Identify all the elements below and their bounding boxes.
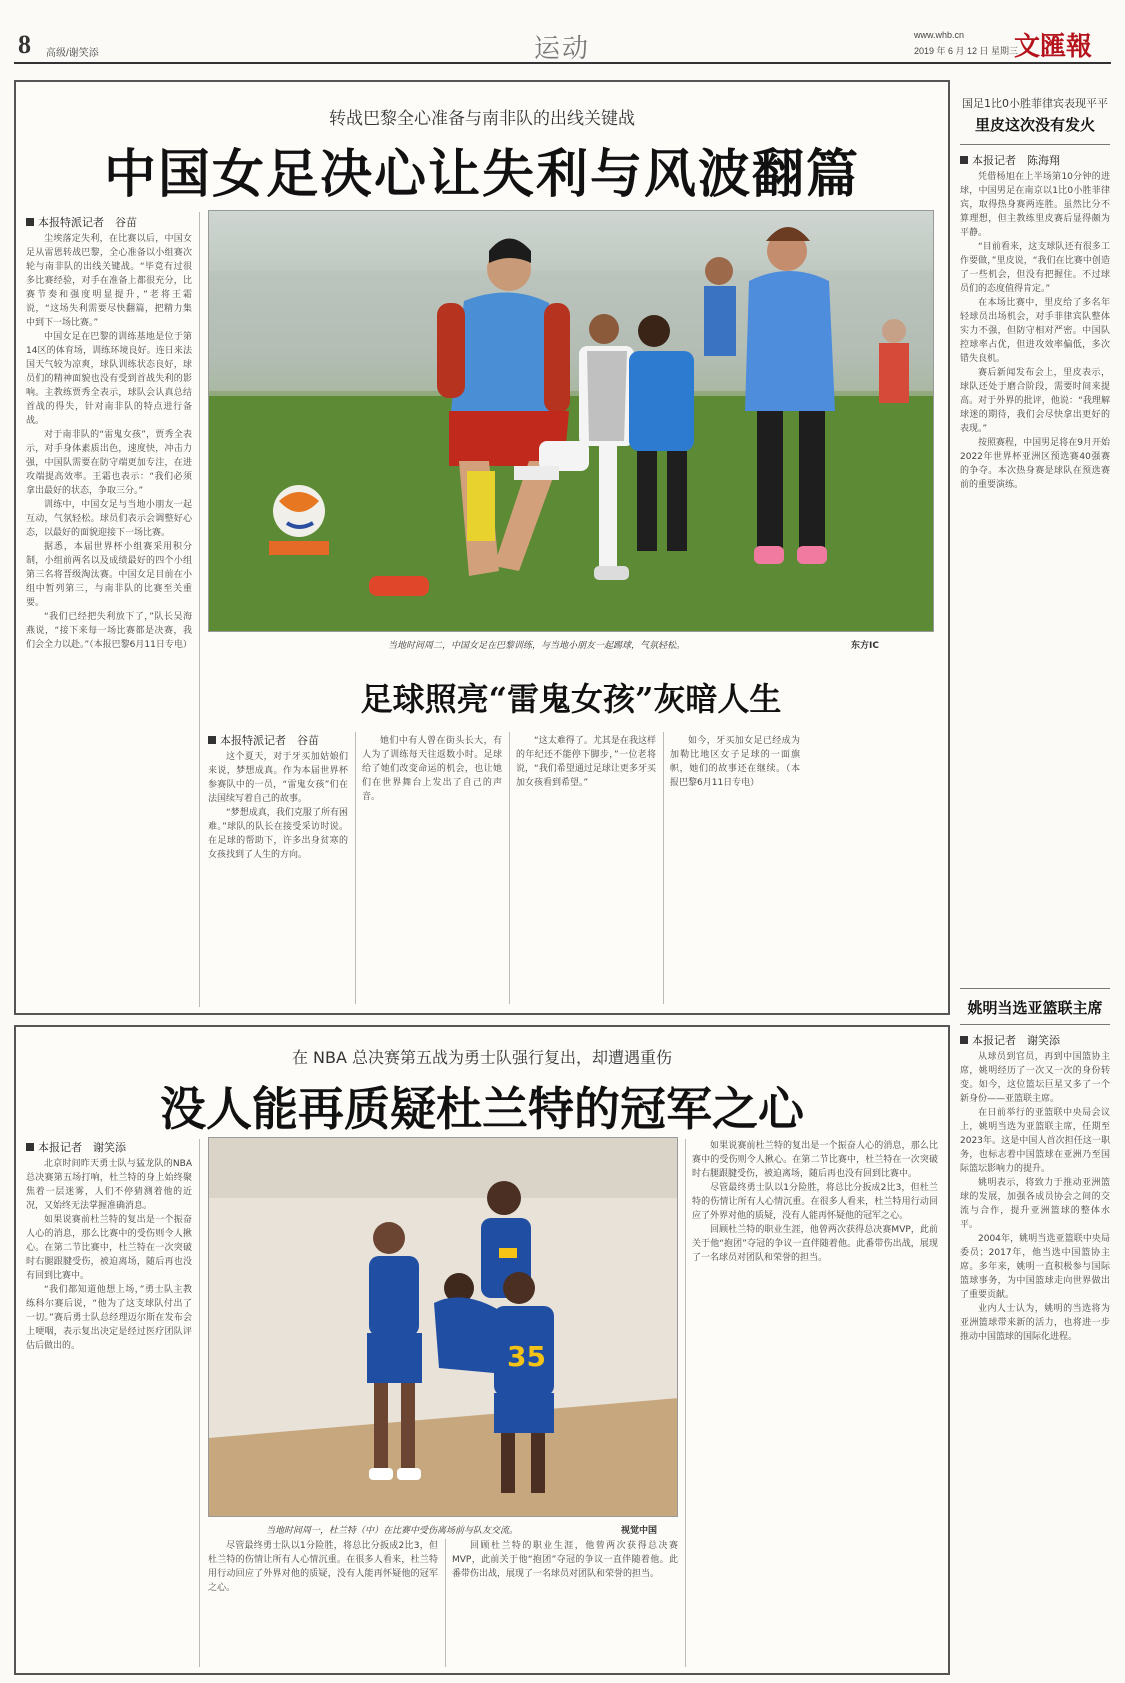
sidebar2-byline-text: 本报记者 谢笑添: [972, 1034, 1060, 1047]
column-divider: [445, 1539, 446, 1667]
sidebar1-para: 赛后新闻发布会上，里皮表示，球队还处于磨合阶段，需要时间来提高。对于外界的批评，他说：“我理解球迷的期待，我们会尽快拿出更好的表现。”: [960, 368, 1110, 434]
article2-col4: [670, 734, 800, 1004]
article2-para: 如今，牙买加女足已经成为加勒比地区女子足球的一面旗帜，她们的故事还在继续。（本报巴黎6月11日专电）: [670, 736, 800, 788]
article2-headline: 足球照亮“雷鬼女孩”灰暗人生: [360, 680, 782, 718]
article1-headline: 中国女足决心让失利与风波翻篇: [103, 144, 860, 205]
article3-para: 如果说赛前杜兰特的复出是一个振奋人心的消息，那么比赛中的受伤则令人揪心。在第二节比赛中，杜兰特在一次突破时右腿跟腱受伤，被迫离场，随后再也没有回到比赛中。: [26, 1215, 192, 1281]
sidebar1-kicker: 国足1比0小胜菲律宾表现平平: [962, 97, 1108, 110]
article1-para: 中国女足在巴黎的训练基地是位于第14区的体育场，训练环境良好。连日来法国天气较为凉爽，球队训练状态良好，球员们的精神面貌也没有受到首战失利的影响。主教练贾秀全表示，球队会认真总结首战的得失，针对南非队的特点进行备战。: [26, 332, 192, 426]
article-box-womens-football: [14, 80, 950, 1015]
page-number: 8: [18, 30, 31, 59]
article2-para: 她们中有人曾在街头长大，有人为了训练每天往返数小时。足球给了她们改变命运的机会，也让她们在世界舞台上发出了自己的声音。: [362, 736, 502, 802]
sidebar1-byline-text: 本报记者 陈海翔: [972, 154, 1060, 167]
training-photo-illustration: [209, 211, 934, 632]
article3-col2: [208, 1539, 438, 1667]
article1-kicker: 转战巴黎全心准备与南非队的出线关键战: [329, 109, 635, 129]
article1-photo-credit: 东方IC: [851, 641, 879, 651]
sidebar1-title: 里皮这次没有发火: [974, 116, 1095, 134]
article2-byline: [208, 732, 319, 748]
page-header: [14, 24, 1111, 64]
article2-col3: [516, 734, 656, 1004]
issue-date: 2019 年 6 月 12 日 星期三: [914, 46, 1019, 56]
column-divider: [663, 732, 664, 1004]
article3-para: 如果说赛前杜兰特的复出是一个振奋人心的消息，那么比赛中的受伤则令人揪心。在第二节比赛中，杜兰特在一次突破时右腿跟腱受伤，被迫离场，随后再也没有回到比赛中。: [692, 1141, 938, 1179]
article1-para: 据悉，本届世界杯小组赛采用积分制，小组前两名以及成绩最好的四个小组第三名将晋级淘汰赛。中国女足目前在小组中暂列第三，与南非队的比赛至关重要。: [26, 542, 192, 608]
column-divider: [199, 1139, 200, 1667]
article2-byline-text: 本报特派记者 谷苗: [220, 734, 319, 747]
newspaper-logo: 文匯報: [1014, 32, 1093, 62]
sidebar2-para: 2004年，姚明当选亚篮联中央局委员；2017年，他当选中国篮协主席。多年来，姚明一直积极参与国际篮球事务，为中国篮球走向世界做出了重要贡献。: [960, 1234, 1110, 1300]
article3-para: 尽管最终勇士队以1分险胜，将总比分扳成2比3，但杜兰特的伤情让所有人心情沉重。在很多人看来，杜兰特用行动回应了外界对他的质疑，没有人能再怀疑他的冠军之心。: [208, 1541, 438, 1593]
sidebar2-rule: [960, 1024, 1110, 1025]
article3-byline-text: 本报记者 谢笑添: [38, 1141, 126, 1154]
sidebar1-para: 在本场比赛中，里皮给了多名年轻球员出场机会，对手菲律宾队整体实力不强，但防守相对严密。中国队控球率占优，但进攻效率偏低，多次错失良机。: [960, 298, 1110, 364]
article3-kicker: 在 NBA 总决赛第五战为勇士队强行复出，却遭遇重伤: [291, 1048, 673, 1067]
sidebar1-byline: [960, 152, 1060, 168]
training-photo: [208, 210, 934, 632]
byline-marker: [960, 156, 968, 164]
article3-col4: [692, 1139, 938, 1667]
sidebar1-body: [960, 170, 1110, 980]
article3-col1: [26, 1157, 192, 1667]
sidebar2-body: [960, 1050, 1110, 1672]
byline-marker: [26, 1143, 34, 1151]
byline-marker: [960, 1036, 968, 1044]
durant-photo: [208, 1137, 678, 1517]
sidebar2-byline: [960, 1032, 1060, 1048]
article3-para: 回顾杜兰特的职业生涯，他曾两次获得总决赛MVP，此前关于他“抱团”夺冠的争议一直伴随着他。此番带伤出战，展现了一名球员对团队和荣誉的担当。: [692, 1225, 938, 1263]
sidebar2-para: 在日前举行的亚篮联中央局会议上，姚明当选为亚篮联主席，任期至2023年。这是中国人首次担任这一职务，也标志着中国篮球在亚洲乃至国际篮坛影响力的提升。: [960, 1108, 1110, 1174]
article3-col3: [452, 1539, 678, 1667]
website[interactable]: www.whb.cn: [914, 30, 965, 40]
sidebar2-rule-top: [960, 988, 1110, 989]
byline-marker: [208, 736, 216, 744]
column-divider: [355, 732, 356, 1004]
article1-para: “我们已经把失利放下了，”队长吴海燕说，“接下来每一场比赛都是决赛，我们会全力以赴。”（本报巴黎6月11日专电）: [26, 612, 192, 650]
article3-headline: 没人能再质疑杜兰特的冠军之心: [160, 1082, 804, 1136]
sidebar2-para: 从球员到官员，再到中国篮协主席，姚明经历了一次又一次的身份转变。如今，这位篮坛巨星又多了一个新身份——亚篮联主席。: [960, 1052, 1110, 1104]
article1-byline: [26, 214, 137, 230]
sidebar2-title: 姚明当选亚篮联主席: [967, 999, 1103, 1017]
article3-para: 回顾杜兰特的职业生涯，他曾两次获得总决赛MVP，此前关于他“抱团”夺冠的争议一直伴随着他。此番带伤出战，展现了一名球员对团队和荣誉的担当。: [452, 1541, 678, 1579]
article2-col1: [208, 750, 348, 1005]
article1-caption: 当地时间周二，中国女足在巴黎训练，与当地小朋友一起踢球，气氛轻松。: [388, 641, 686, 651]
column-divider: [685, 1139, 686, 1667]
section-editor: 高级/谢笑添: [46, 48, 99, 59]
article3-byline: [26, 1139, 126, 1155]
svg-text:35: 35: [507, 1340, 546, 1373]
sidebar1-para: “目前看来，这支球队还有很多工作要做，”里皮说，“我们在比赛中创造了一些机会，但没有把握住。不过球员们的态度值得肯定。”: [960, 242, 1110, 294]
article2-para: “这太难得了。尤其是在我这样的年纪还不能停下脚步，”一位老将说，“我们希望通过足球让更多牙买加女孩看到希望。”: [516, 736, 656, 788]
article-box-durant: [14, 1025, 950, 1675]
article2-para: 这个夏天，对于牙买加姑娘们来说，梦想成真。作为本届世界杯参赛队中的一员，“雷鬼女孩”们在法国续写着自己的故事。: [208, 752, 348, 804]
column-divider: [199, 212, 200, 1007]
article1-byline-text: 本报特派记者 谷苗: [38, 216, 137, 229]
sidebar1-para: 凭借杨旭在上半场第10分钟的进球，中国男足在南京以1比0小胜菲律宾，取得热身赛两连胜。虽然比分不算理想，但主教练里皮赛后显得颇为平静。: [960, 172, 1110, 238]
article3-caption: 当地时间周一，杜兰特（中）在比赛中受伤离场前与队友交流。: [266, 1526, 519, 1536]
byline-marker: [26, 218, 34, 226]
article3-para: “我们都知道他想上场，”勇士队主教练科尔赛后说，“他为了这支球队付出了一切。”赛后勇士队总经理迈尔斯在发布会上哽咽，表示复出决定是经过医疗团队评估后做出的。: [26, 1285, 192, 1351]
sidebar1-para: 按照赛程，中国男足将在9月开始2022年世界杯亚洲区预选赛40强赛的争夺。本次热身赛是球队在预选赛前的重要演练。: [960, 438, 1110, 490]
section-title: 运动: [534, 34, 591, 64]
article1-para: 尘埃落定失利，在比赛以后，中国女足从雷恩转战巴黎，全心准备以小组赛次轮与南非队的出线关键战。“毕竟有过很多比赛经验，对手在准备上都很充分，比赛节奏和强度明显提升，”老将王霜说，“这场失利需要尽快翻篇，把精力集中到下一场比赛。”: [26, 234, 192, 328]
article1-body: [26, 232, 192, 1007]
article2-col2: [362, 734, 502, 1004]
article2-para: “梦想成真，我们克服了所有困难。”球队的队长在接受采访时说。在足球的帮助下，许多出身贫寒的女孩找到了人生的方向。: [208, 808, 348, 860]
article1-para: 对于南非队的“雷鬼女孩”，贾秀全表示，对手身体素质出色，速度快，冲击力强，中国队需要在防守端更加专注，在进攻端提高效率。王霜也表示：“我们必须拿出最好的状态，争取三分。”: [26, 430, 192, 496]
column-divider: [509, 732, 510, 1004]
sidebar2-para: 姚明表示，将致力于推动亚洲篮球的发展，加强各成员协会之间的交流与合作，提升亚洲篮球的整体水平。: [960, 1178, 1110, 1230]
article3-para: 尽管最终勇士队以1分险胜，将总比分扳成2比3，但杜兰特的伤情让所有人心情沉重。在很多人看来，杜兰特用行动回应了外界对他的质疑，没有人能再怀疑他的冠军之心。: [692, 1183, 938, 1221]
sidebar1-rule: [960, 144, 1110, 145]
article1-para: 训练中，中国女足与当地小朋友一起互动，气氛轻松。球员们表示会调整好心态，以最好的面貌迎接下一场比赛。: [26, 500, 192, 538]
article3-photo-credit: 视觉中国: [621, 1526, 658, 1536]
durant-photo-illustration: [209, 1138, 678, 1517]
sidebar2-para: 业内人士认为，姚明的当选将为亚洲篮球带来新的活力，也将进一步推动中国篮球的国际化进程。: [960, 1304, 1110, 1342]
article3-para: 北京时间昨天勇士队与猛龙队的NBA总决赛第五场打响，杜兰特的身上始终聚焦着一层迷雾，人们不停猜测着他的近况，又始终无法掌握准确消息。: [26, 1159, 192, 1211]
